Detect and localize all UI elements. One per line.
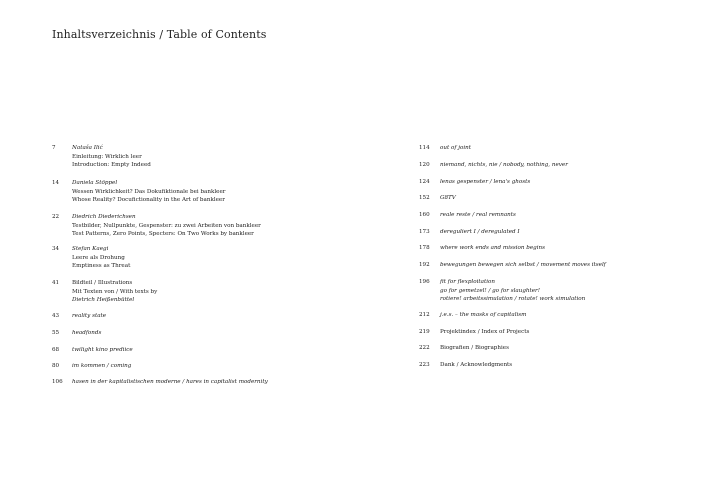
- page-number: 124: [419, 179, 430, 185]
- toc-entry[interactable]: [419, 211, 516, 220]
- entry-title-en: Whose Reality? Docufictionality in the Art of bankleer: [72, 197, 225, 203]
- entry-title-de: Einleitung: Wirklich leer: [72, 153, 142, 160]
- page-number: 152: [419, 195, 430, 201]
- toc-column-left: [52, 144, 372, 385]
- page-number: 223: [419, 362, 430, 368]
- entry-title: niemand, nichts, nie / nobody, nothing, never: [440, 162, 568, 168]
- entry-title-en: Emptiness as Threat: [72, 263, 131, 269]
- entry-title: reality state: [72, 313, 107, 319]
- author-name: Nataša Ilić: [72, 145, 103, 151]
- author-name: Daniela Stöppel: [72, 180, 118, 186]
- toc-entry[interactable]: [52, 312, 106, 321]
- toc-entry[interactable]: [419, 161, 568, 170]
- toc-entry[interactable]: [419, 361, 512, 370]
- page-number: 178: [419, 245, 430, 251]
- entry-title-de: Leere als Drohung: [72, 254, 125, 261]
- toc-entry[interactable]: [52, 245, 130, 271]
- toc-entry[interactable]: [52, 329, 101, 338]
- toc-entry[interactable]: [419, 344, 509, 353]
- entry-title-en: Introduction: Empty Indeed: [72, 162, 151, 168]
- author-name: Diedrich Diederichsen: [72, 214, 136, 220]
- page-number: 222: [419, 345, 430, 351]
- page-number: 196: [419, 279, 430, 285]
- page-number: 22: [52, 214, 60, 220]
- page-number: 120: [419, 162, 430, 168]
- author-name: Stefan Kaegi: [72, 246, 109, 252]
- entry-title: where work ends and mission begins: [440, 245, 546, 251]
- toc-entry[interactable]: [52, 144, 372, 170]
- toc-entry[interactable]: [419, 278, 585, 304]
- entry-title: headfonds: [72, 330, 102, 336]
- toc-entry[interactable]: [419, 144, 471, 153]
- entry-title: Biografien / Biographies: [440, 345, 509, 351]
- page-number: 34: [52, 246, 60, 252]
- page-title: Inhaltsverzeichnis / Table of Contents: [52, 28, 267, 41]
- page-number: 192: [419, 262, 430, 268]
- entry-subtitle: rotiere! arbeitssimulation / rotate! work simulation: [440, 296, 586, 302]
- page-number: 7: [52, 145, 56, 151]
- entry-title: reale reste / real remnants: [440, 212, 516, 218]
- page-number: 14: [52, 180, 60, 186]
- entry-subtitle: go for gemetzel! / go for slaughter!: [440, 287, 540, 294]
- entry-title: bewegungen bewegen sich selbst / movement moves itself: [440, 262, 606, 268]
- page-number: 173: [419, 229, 430, 235]
- page-number: 68: [52, 347, 60, 353]
- toc-entry[interactable]: [419, 194, 456, 203]
- entry-title-de: Testbilder, Nullpunkte, Gespenster: zu zwei Arbeiten von bankleer: [72, 222, 261, 229]
- entry-title: Dank / Acknowledgments: [440, 362, 513, 368]
- entry-title-de: Wessen Wirklichkeit? Das Dokufiktionale bei bankleer: [72, 188, 226, 195]
- entry-title: im kommen / coming: [72, 363, 132, 369]
- page-number: 43: [52, 313, 60, 319]
- page-number: 55: [52, 330, 60, 336]
- page-number: 106: [52, 379, 63, 385]
- toc-entry[interactable]: [419, 261, 606, 270]
- entry-title: fit for flexploitation: [440, 279, 495, 285]
- toc-entry[interactable]: [52, 362, 131, 371]
- toc-entry[interactable]: [419, 244, 545, 253]
- toc-entry[interactable]: [419, 311, 526, 320]
- toc-entry[interactable]: [52, 213, 261, 239]
- toc-entry[interactable]: [52, 346, 133, 355]
- entry-title: hasen in der kapitalistischen moderne / hares in capitalist modernity: [72, 379, 268, 385]
- toc-entry[interactable]: [52, 279, 157, 305]
- toc-entry[interactable]: [419, 228, 520, 237]
- entry-title: out of joint: [440, 145, 471, 151]
- toc-entry[interactable]: [419, 178, 530, 187]
- entry-title: Bildteil / Illustrations: [72, 280, 133, 286]
- entry-title: Projektindex / Index of Projects: [440, 329, 530, 335]
- entry-title: dereguliert I / deregulated I: [440, 229, 520, 235]
- entry-title: twilight kino prediice: [72, 347, 133, 353]
- page-number: 114: [419, 145, 430, 151]
- page-number: 41: [52, 280, 60, 286]
- page-number: 80: [52, 363, 60, 369]
- entry-title: G8TV: [440, 195, 456, 201]
- toc-entry[interactable]: [419, 328, 529, 337]
- entry-subtitle: Mit Texten von / With texts by: [72, 288, 158, 295]
- toc-entry[interactable]: [52, 179, 225, 205]
- toc-entry[interactable]: [52, 378, 268, 387]
- page-number: 160: [419, 212, 430, 218]
- page-number: 219: [419, 329, 430, 335]
- author-name: Dietrich Heißenbüttel: [72, 297, 135, 303]
- page-number: 212: [419, 312, 430, 318]
- entry-title-en: Test Patterns, Zero Points, Specters: On Two Works by bankleer: [72, 231, 254, 237]
- entry-title: j.e.s. – the masks of capitalism: [440, 312, 527, 318]
- entry-title: lenas gespenster / lena's ghosts: [440, 179, 531, 185]
